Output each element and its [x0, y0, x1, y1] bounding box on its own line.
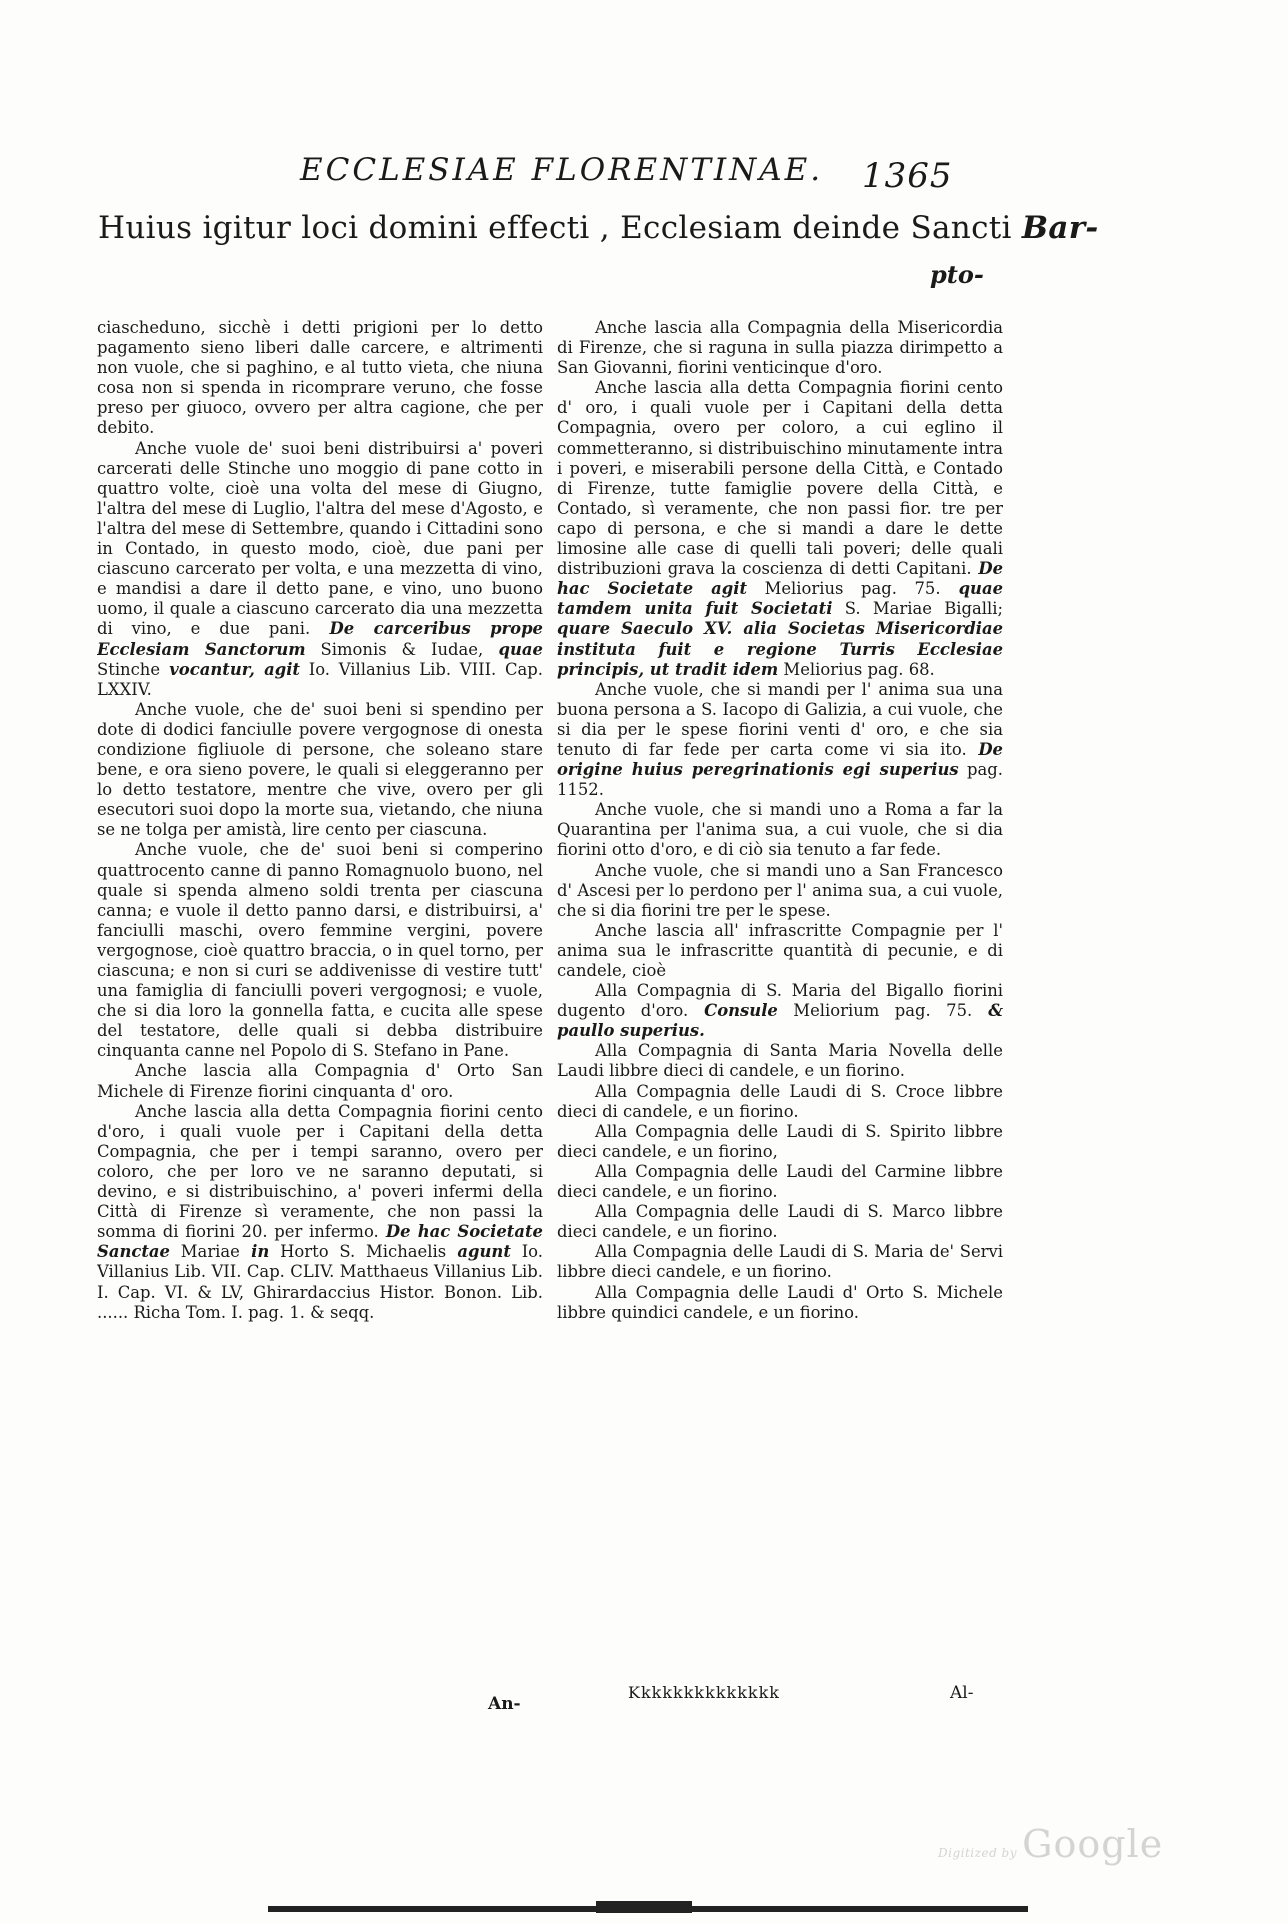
catchword-right: Al-: [950, 1683, 974, 1703]
page-number: 1365: [862, 156, 953, 196]
paragraph-text: Anche lascia alla Compagnia della Misericordia di Firenze, che si ragunа in sulla piazza dirimpetto a San Giovanni, fiorini venticinque d'oro.: [557, 318, 1003, 378]
paragraph: [557, 1082, 1003, 1122]
paragraph-text: Anche lascia all' infrascritte Compagnie per l' anima sua le infrascritte quantità di pecunie, e di candele, cioè: [557, 920, 1003, 980]
paragraph-text: S. Mariae Bigalli;: [832, 599, 1003, 619]
paragraph: [557, 1202, 1003, 1242]
latin-note: De hac Societate Sanctae: [97, 1222, 543, 1262]
paragraph-text: Anche lascia alla detta Compagnia fiorini cento d' oro, i quali vuole per i Capitani della detta Compagnia, overo per coloro, a cui eglino il commetteranno, si distribuischino minutamente intra i poveri, e miserabili persone della Città, e Contado di Firenze, tutte famiglie povere della Città, e Contado, sì veramente, che non passi fior. tre per capo di persona, e che si mandi a dare le dette limosine alle case di quelli tali poveri; delle quali distribuzioni grava la coscienza di detti Capitani.: [557, 378, 1003, 579]
paragraph-text: Horto S. Michaelis: [269, 1242, 447, 1262]
paragraph: [557, 861, 1003, 921]
paragraph: [97, 318, 543, 439]
paragraph-text: Meliorius pag. 75.: [747, 579, 941, 599]
paragraph: [557, 1122, 1003, 1162]
paragraph: [557, 1283, 1003, 1323]
paragraph-text: Anche vuole, che si mandi uno a Roma a far la Quarantina per l'anima sua, a cui vuole, che si dia fiorini otto d'oro, e di ciò sia tenuto a far fede.: [557, 800, 1003, 860]
latin-note: quae: [483, 639, 543, 659]
paragraph-text: Meliorius pag. 68.: [778, 659, 935, 679]
latin-note: De carceribus prope Ecclesiam Sanctorum: [97, 619, 543, 659]
paragraph-text: Mariae: [169, 1242, 240, 1262]
paragraph-text: Anche vuole, che si mandi per l' anima sua una buona persona a S. Iacopo di Galizia, a cui vuole, che si dia per le spese fiorini venti d' oro, e che sia tenuto di far fede per carta come vi sia ito.: [557, 679, 1003, 759]
latin-note: De hac Societate agit: [557, 559, 1003, 599]
right-text-column: [557, 318, 1003, 1688]
paragraph: [557, 1162, 1003, 1202]
paragraph-text: Io. Villanius Lib. VIII. Cap. LXXIV.: [97, 659, 543, 699]
paragraph-text: Anche vuole de' suoi beni distribuirsi a' poveri carcerati delle Stinche uno moggio di pane cotto in quattro volte, cioè una volta del mese di Giugno, l'altra del mese di Luglio, l'altra del mese d'Agosto, e l'altra del mese di Settembre, quando i Cittadini sono in Contado, in questo modo, cioè, due pani per ciascuno carcerato per volta, e una mezzetta di vino, e mandisi a dare il detto pane, e vino, uno buono uomo, il quale a ciascuno carcerato dia una mezzetta di vino, e due pani.: [97, 438, 543, 639]
header-continuation: pto-: [930, 260, 984, 289]
paragraph-text: Anche vuole, che si mandi uno a San Francesco d' Ascesi per lo perdono per l' anima sua, a cui vuole, che si dia fiorini tre per le spese.: [557, 860, 1003, 920]
paragraph: [557, 921, 1003, 981]
latin-note: agunt: [446, 1242, 511, 1262]
paragraph: [557, 378, 1003, 679]
paragraph-text: Stinche: [97, 659, 161, 679]
paragraph: [97, 439, 543, 700]
latin-note: quare Saeculo XV. alia Societas Misericordiae instituta fuit e regione Turris Ecclesiae principis, ut tradit idem: [557, 619, 1003, 679]
paragraph-text: Anche vuole, che de' suoi beni si spendino per dote di dodici fanciulle povere vergognose di onesta condizione figliuole di persone, che soleano stare bene, e ora sieno povere, le quali si eleggeranno per lo detto testatore, mentre che vive, overo per gli esecutori suoi dopo la morte sua, vietando, che niuna se ne tolga per amistà, lire cento per ciascuna.: [97, 699, 543, 840]
paragraph-text: Alla Compagnia delle Laudi di S. Spirito libbre dieci candele, e un fiorino,: [557, 1121, 1003, 1161]
paragraph: [557, 680, 1003, 801]
paragraph: [97, 700, 543, 841]
latin-note: De origine huius peregrinationis egi superius: [557, 739, 1003, 780]
left-text-column: [97, 318, 543, 1698]
paragraph-text: Alla Compagnia delle Laudi di S. Marco libbre dieci candele, e un fiorino.: [557, 1202, 1003, 1242]
paragraph: [557, 800, 1003, 860]
paragraph: [97, 1102, 543, 1323]
paragraph-text: pag. 1152.: [557, 760, 1003, 800]
paragraph-text: Alla Compagnia delle Laudi d' Orto S. Michele libbre quindici candele, e un fiorino.: [557, 1282, 1003, 1322]
paragraph-text: Alla Compagnia delle Laudi di S. Croce libbre dieci di candele, e un fiorino.: [557, 1081, 1003, 1121]
latin-note: quae tamdem unita fuit Societati: [557, 579, 1003, 619]
paragraph-text: Alla Compagnia delle Laudi di S. Maria de' Servi libbre dieci candele, e un fiorino.: [557, 1242, 1003, 1282]
paragraph-text: Io. Villanius Lib. VII. Cap. CLIV. Matthaeus Villanius Lib. I. Cap. VI. & LV, Ghirardaccius Histor. Bonon. Lib. ...... Richa Tom. I. pag. 1. & seqq.: [97, 1242, 543, 1322]
paragraph: [557, 318, 1003, 378]
paragraph-text: Alla Compagnia di S. Maria del Bigallo fiorini dugento d'oro.: [557, 981, 1003, 1021]
running-head: ECCLESIAE FLORENTINAE.: [300, 152, 824, 188]
digitized-watermark: [938, 1822, 1163, 1866]
header-line: [98, 210, 1099, 246]
paragraph-text: Alla Compagnia delle Laudi del Carmine libbre dieci candele, e un fiorino.: [557, 1161, 1003, 1202]
paragraph: [97, 840, 543, 1061]
latin-note: & paullo superius.: [557, 1001, 1003, 1041]
paragraph-text: Simonis & Iudae,: [305, 639, 484, 659]
paragraph-text: Anche lascia alla Compagnia d' Orto San Michele di Firenze fiorini cinquanta d' oro.: [97, 1061, 543, 1101]
catchword-left: An-: [488, 1694, 521, 1714]
header-italic-word: Bar-: [1021, 210, 1099, 246]
paragraph-text: Anche lascia alla detta Compagnia fiorini cento d'oro, i quali vuole per i Capitani della detta Compagnia, che per i tempi saranno, overo per coloro, che per loro ve ne saranno deputati, si devino, e si distribuischino, a' poveri infermi della Città di Firenze sì veramente, che non passi la somma di fiorini 20. per infermo.: [97, 1101, 543, 1242]
paragraph-text: ciascheduno, sicchè i detti prigioni per lo detto pagamento sieno liberi dalle carcere, e altrimenti non vuole, che si paghino, e al tutto vieta, che niuna cosa non si spenda in ricomprare veruno, che fosse preso per giuoco, ovvero per altra cagione, che per debito.: [97, 318, 543, 438]
watermark-logo: Google: [1022, 1822, 1164, 1866]
paragraph-text: Anche vuole, che de' suoi beni si comperino quattrocento canne di panno Romagnuolo buono, nel quale si spenda almeno soldi trenta per ciascuna canna; e vuole il detto panno darsi, e distribuirsi, a' fanciulli maschi, overo femmine vergini, povere vergognose, cioè quattro braccia, o in quel torno, per ciascuna; e non si curi se addivenisse di vestire tutt' una famiglia di fanciulli poveri vergognosi; e vuole, che si dia loro la gonnella fatta, e cucita alle spese del testatore, delle quali si debba distribuire cinquanta canne nel Popolo di S. Stefano in Pane.: [97, 840, 543, 1061]
paragraph: [97, 1061, 543, 1101]
paragraph-text: Meliorium pag. 75.: [777, 1001, 973, 1021]
paragraph: [557, 1242, 1003, 1282]
watermark-small: Digitized by: [938, 1846, 1018, 1860]
latin-note: Consule: [688, 1001, 778, 1021]
paragraph-text: Alla Compagnia di Santa Maria Novella delle Laudi libbre dieci di candele, e un fiorino.: [557, 1041, 1003, 1081]
scan-edge-mark: [596, 1901, 692, 1913]
paragraph: [557, 1041, 1003, 1081]
paragraph: [557, 981, 1003, 1041]
signature-mark: Kkkkkkkkkkkkkk: [628, 1683, 780, 1702]
latin-note: in: [239, 1242, 270, 1262]
header-text: Huius igitur loci domini effecti , Ecclesiam deinde Sancti: [98, 210, 1022, 246]
latin-note: vocantur, agit: [160, 659, 300, 679]
